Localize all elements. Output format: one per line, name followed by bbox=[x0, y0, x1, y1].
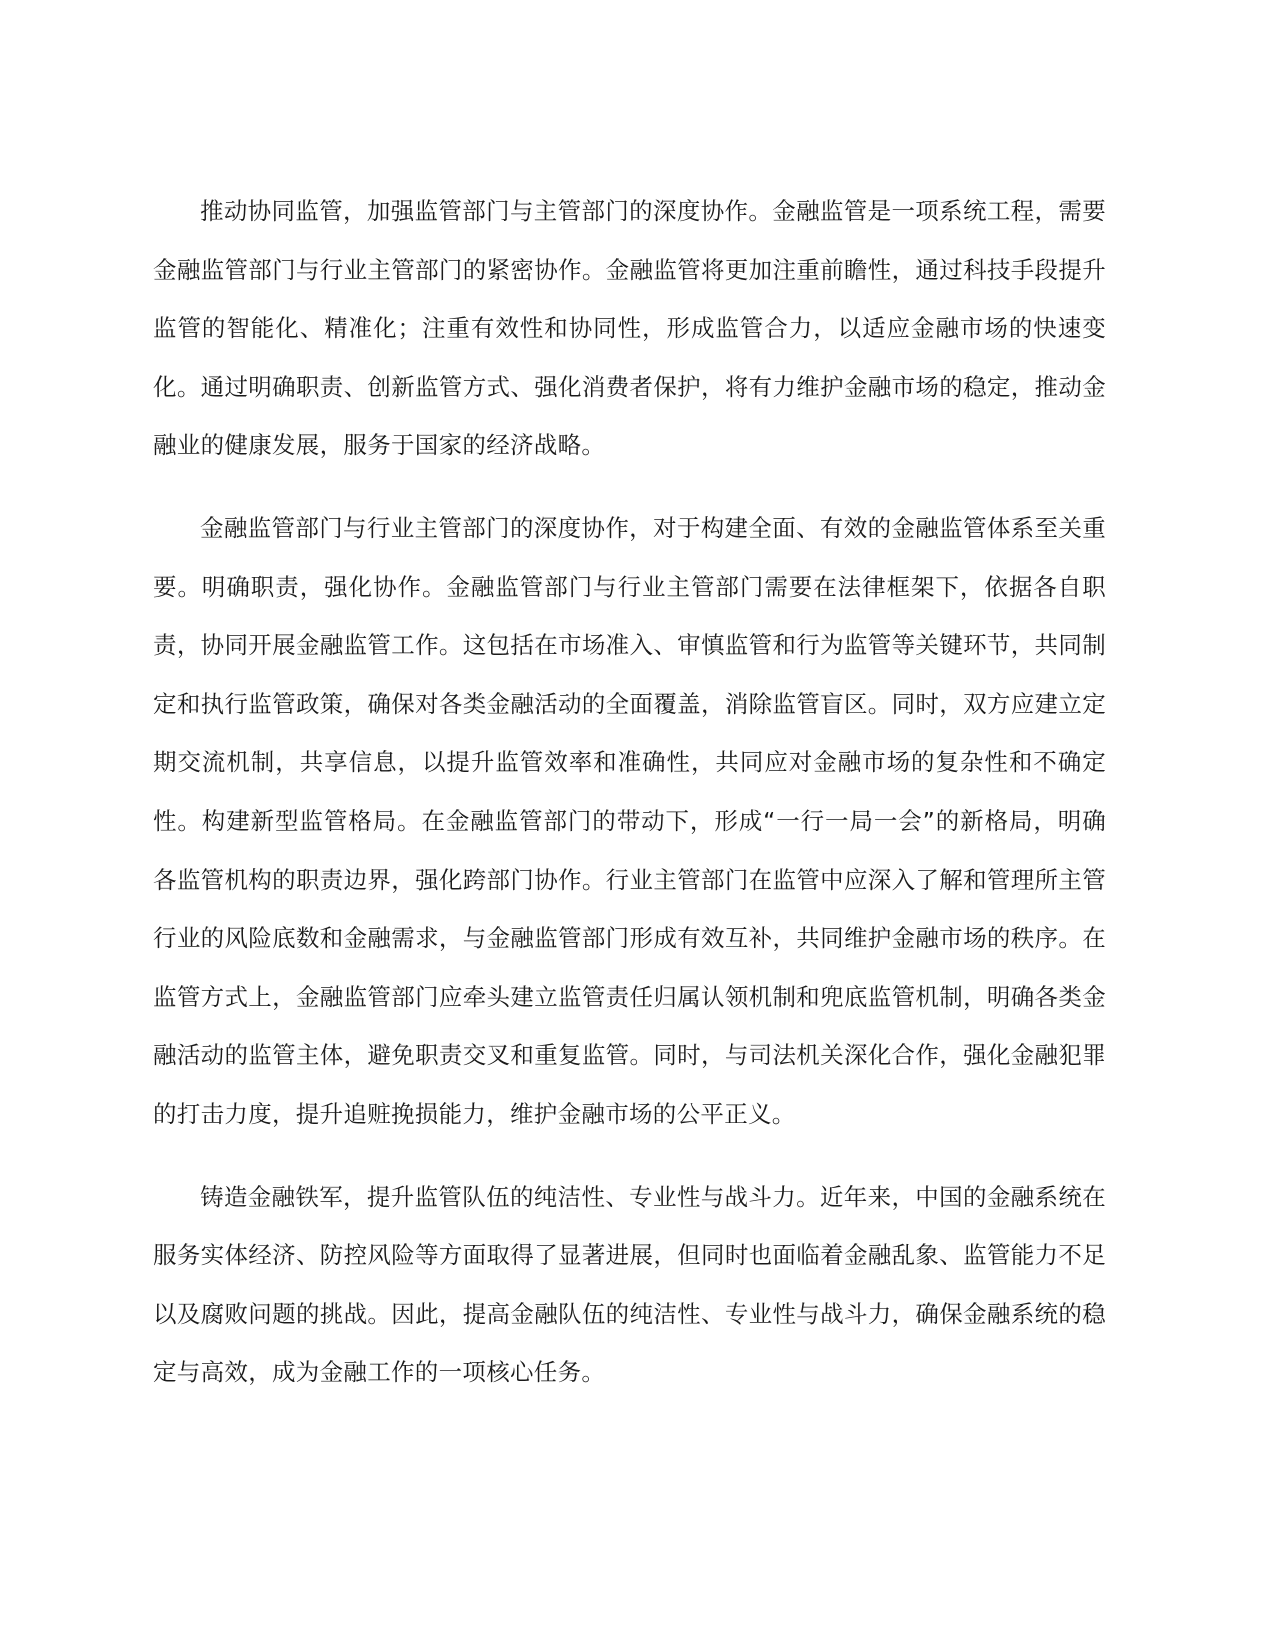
document-body bbox=[153, 182, 1106, 1426]
paragraph-deep-cooperation: 金融监管部门与行业主管部门的深度协作，对于构建全面、有效的金融监管体系至关重要。明确职责，强化协作。金融监管部门与行业主管部门需要在法律框架下，依据各自职责，协同开展金融监管工作。这包括在市场准入、审慎监管和行为监管等关键环节，共同制定和执行监管政策，确保对各类金融活动的全面覆盖，消除监管盲区。同时，双方应建立定期交流机制，共享信息，以提升监管效率和准确性，共同应对金融市场的复杂性和不确定性。构建新型监管格局。在金融监管部门的带动下，形成“一行一局一会”的新格局，明确各监管机构的职责边界，强化跨部门协作。行业主管部门在监管中应深入了解和管理所主管行业的风险底数和金融需求，与金融监管部门形成有效互补，共同维护金融市场的秩序。在监管方式上，金融监管部门应牵头建立监管责任归属认领机制和兜底监管机制，明确各类金融活动的监管主体，避免职责交叉和重复监管。同时，与司法机关深化合作，强化金融犯罪的打击力度，提升追赃挽损能力，维护金融市场的公平正义。 bbox=[153, 513, 1106, 1128]
paragraph-collaborative-supervision: 推动协同监管，加强监管部门与主管部门的深度协作。金融监管是一项系统工程，需要金融监管部门与行业主管部门的紧密协作。金融监管将更加注重前瞻性，通过科技手段提升监管的智能化、精准化；注重有效性和协同性，形成监管合力，以适应金融市场的快速变化。通过明确职责、创新监管方式、强化消费者保护，将有力维护金融市场的稳定，推动金融业的健康发展，服务于国家的经济战略。 bbox=[153, 197, 1106, 460]
paragraph-financial-iron-army: 铸造金融铁军，提升监管队伍的纯洁性、专业性与战斗力。近年来，中国的金融系统在服务实体经济、防控风险等方面取得了显著进展，但同时也面临着金融乱象、监管能力不足以及腐败问题的挑战。因此，提高金融队伍的纯洁性、专业性与战斗力，确保金融系统的稳定与高效，成为金融工作的一项核心任务。 bbox=[153, 1182, 1106, 1387]
